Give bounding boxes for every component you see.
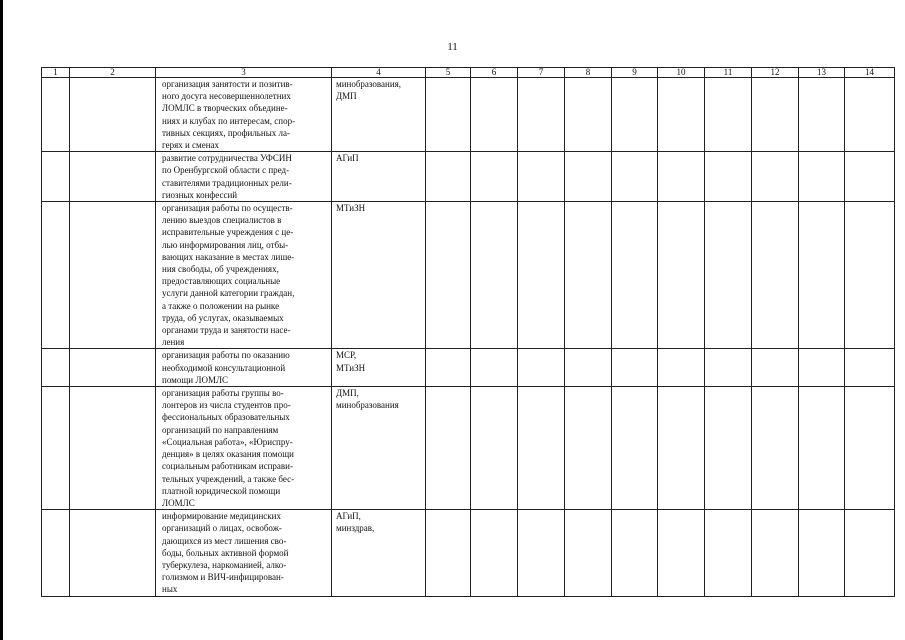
- empty-cell: [845, 349, 895, 387]
- empty-cell: [799, 387, 845, 510]
- empty-cell: [658, 510, 705, 596]
- empty-cell: [518, 387, 565, 510]
- measure-cell: организация работы по осуществ- лению выездов специалистов в исправительные учреждения с це- лью информирования лиц, отбы- вающих наказание в местах лише- ния свободы, об учреждениях, предоставляющих социальные услуги данной категории граждан, а также о положении на рынке труда, об услугах, оказываемых органами труда и занятости насе- ления: [156, 202, 332, 349]
- empty-cell: [612, 510, 658, 596]
- empty-cell: [565, 78, 612, 152]
- column-number: 3: [156, 68, 332, 78]
- measure-cell: развитие сотрудничества УФСИН по Оренбургской области с пред- ставителями традиционных рели- гиозных конфессий: [156, 152, 332, 202]
- empty-cell: [471, 387, 518, 510]
- empty-cell: [42, 78, 70, 152]
- empty-cell: [518, 152, 565, 202]
- empty-cell: [658, 202, 705, 349]
- executor-cell: МСР, МТиЗН: [332, 349, 426, 387]
- empty-cell: [471, 152, 518, 202]
- executor-cell: АГиП: [332, 152, 426, 202]
- empty-cell: [845, 202, 895, 349]
- empty-cell: [565, 387, 612, 510]
- empty-cell: [426, 510, 471, 596]
- empty-cell: [705, 510, 752, 596]
- empty-cell: [70, 387, 156, 510]
- measure-cell: информирование медицинских организаций о лицах, освобож- дающихся из мест лишения сво- боды, больных активной формой туберкулеза, наркоманией, алко- голизмом и ВИЧ-инфицирован- ных: [156, 510, 332, 596]
- empty-cell: [752, 387, 799, 510]
- table-row: [42, 152, 895, 202]
- empty-cell: [565, 202, 612, 349]
- page-number: 11: [447, 41, 458, 53]
- empty-cell: [799, 349, 845, 387]
- column-number: 8: [565, 68, 612, 78]
- column-number: 10: [658, 68, 705, 78]
- empty-cell: [70, 510, 156, 596]
- empty-cell: [518, 510, 565, 596]
- empty-cell: [705, 152, 752, 202]
- column-number: 5: [426, 68, 471, 78]
- empty-cell: [426, 152, 471, 202]
- empty-cell: [612, 387, 658, 510]
- empty-cell: [799, 78, 845, 152]
- empty-cell: [705, 202, 752, 349]
- column-number: 9: [612, 68, 658, 78]
- empty-cell: [612, 78, 658, 152]
- empty-cell: [426, 387, 471, 510]
- empty-cell: [799, 152, 845, 202]
- measure-cell: организация работы группы во- лонтеров из числа студентов про- фессиональных образовательных организаций по направлениям «Социальная работа», «Юриспру- денция» в целях оказания помощи социальным работникам исправи- тельных учреждений, а также бес- платной юридической помощи ЛОМЛС: [156, 387, 332, 510]
- column-number: 14: [845, 68, 895, 78]
- column-number: 4: [332, 68, 426, 78]
- empty-cell: [658, 78, 705, 152]
- empty-cell: [845, 78, 895, 152]
- empty-cell: [658, 349, 705, 387]
- executor-cell: МТиЗН: [332, 202, 426, 349]
- empty-cell: [752, 78, 799, 152]
- column-number-row: [42, 68, 895, 78]
- executor-cell: минобразования, ДМП: [332, 78, 426, 152]
- column-number: 7: [518, 68, 565, 78]
- empty-cell: [426, 78, 471, 152]
- empty-cell: [612, 202, 658, 349]
- empty-cell: [70, 152, 156, 202]
- empty-cell: [845, 510, 895, 596]
- table-row: [42, 78, 895, 152]
- column-number: 6: [471, 68, 518, 78]
- executor-cell: АГиП, минздрав,: [332, 510, 426, 596]
- empty-cell: [42, 349, 70, 387]
- empty-cell: [705, 78, 752, 152]
- empty-cell: [612, 349, 658, 387]
- table-row: [42, 510, 895, 596]
- empty-cell: [658, 152, 705, 202]
- column-number: 11: [705, 68, 752, 78]
- empty-cell: [426, 349, 471, 387]
- empty-cell: [845, 387, 895, 510]
- empty-cell: [471, 202, 518, 349]
- empty-cell: [471, 510, 518, 596]
- empty-cell: [705, 349, 752, 387]
- empty-cell: [752, 202, 799, 349]
- empty-cell: [565, 510, 612, 596]
- column-number: 12: [752, 68, 799, 78]
- empty-cell: [752, 152, 799, 202]
- empty-cell: [752, 349, 799, 387]
- empty-cell: [565, 349, 612, 387]
- empty-cell: [70, 349, 156, 387]
- empty-cell: [658, 387, 705, 510]
- measure-cell: организация работы по оказанию необходимой консультационной помощи ЛОМЛС: [156, 349, 332, 387]
- empty-cell: [471, 349, 518, 387]
- empty-cell: [426, 202, 471, 349]
- empty-cell: [705, 387, 752, 510]
- empty-cell: [42, 152, 70, 202]
- measures-table: [41, 67, 895, 597]
- empty-cell: [752, 510, 799, 596]
- binding-edge-line: [0, 0, 3, 640]
- empty-cell: [70, 202, 156, 349]
- empty-cell: [471, 78, 518, 152]
- empty-cell: [799, 510, 845, 596]
- executor-cell: ДМП, минобразования: [332, 387, 426, 510]
- column-number: 13: [799, 68, 845, 78]
- empty-cell: [42, 510, 70, 596]
- empty-cell: [42, 202, 70, 349]
- table-row: [42, 349, 895, 387]
- column-number: 2: [70, 68, 156, 78]
- empty-cell: [799, 202, 845, 349]
- table-row: [42, 202, 895, 349]
- empty-cell: [518, 349, 565, 387]
- column-number: 1: [42, 68, 70, 78]
- empty-cell: [70, 78, 156, 152]
- empty-cell: [612, 152, 658, 202]
- empty-cell: [565, 152, 612, 202]
- empty-cell: [845, 152, 895, 202]
- empty-cell: [518, 78, 565, 152]
- empty-cell: [518, 202, 565, 349]
- measure-cell: организация занятости и позитив- ного досуга несовершеннолетних ЛОМЛС в творческих объедине- ниях и клубах по интересам, спор- тивных секциях, профильных ла- герях и сменах: [156, 78, 332, 152]
- table-row: [42, 387, 895, 510]
- empty-cell: [42, 387, 70, 510]
